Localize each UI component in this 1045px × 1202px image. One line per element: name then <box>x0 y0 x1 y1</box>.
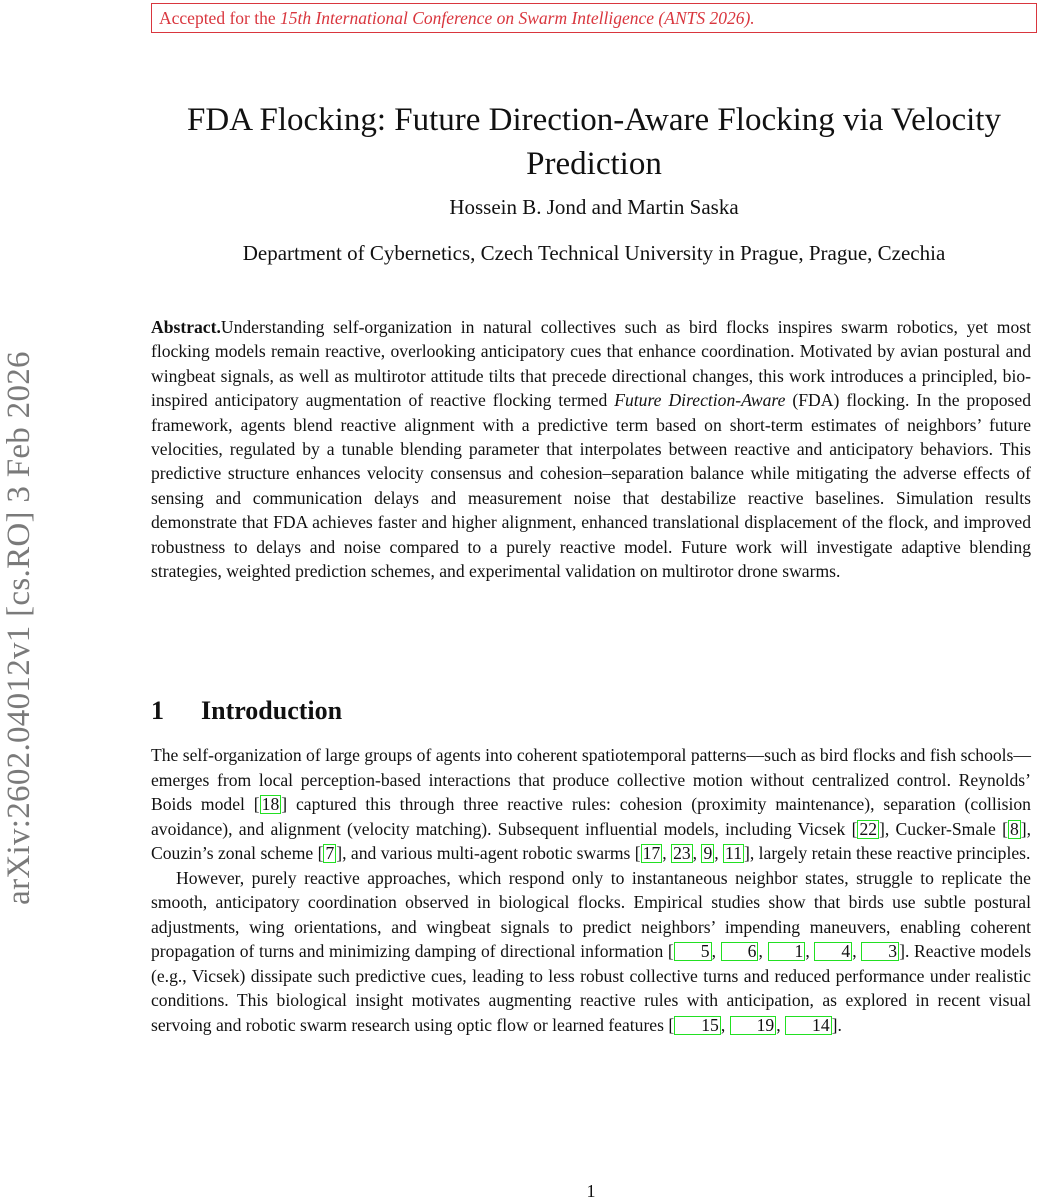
citation-link[interactable]: 18 <box>261 794 280 814</box>
citation-link[interactable]: 8 <box>1009 818 1019 839</box>
arxiv-stamp: arXiv:2602.04012v1 [cs.RO] 3 Feb 2026 <box>1 351 37 905</box>
affiliation: Department of Cybernetics, Czech Technical University in Prague, Prague, Czechia <box>242 241 946 265</box>
text: ]. Reactive models (e.g., Vicsek) dissipate such predictive cues, leading to less robust collective turns and reduced performance under realistic conditions. This biological insight motivates augmenting reactive rules with anticipation, as explored in recent visual servoing and robotic swarm research using optic flow or learned features [ <box>151 941 1032 1035</box>
citation-link[interactable]: 5 <box>674 942 712 961</box>
notice-venue: 15th International Conference on Swarm Intelligence (ANTS 2026). <box>279 8 755 28</box>
citation-link[interactable]: 14 <box>785 1016 832 1035</box>
paragraph: However, purely reactive approaches, which respond only to instantaneous neighbor states, struggle to replicate the smooth, anticipatory coordination observed in biological flocks. Empirical studies show that birds use subtle postural adjustments, wing orientations, and wingbeat signals to predict neighbors’ impending maneuvers, enabling coherent propagation of turns and minimizing damping of directional information [ 5 , 6 , 1 , 4 , 3 ]. Reactive models (e.g., Vicsek) dissipate such predictive cues, leading to less robust collective turns and reduced performance under realistic conditions. This biological insight motivates augmenting reactive rules with anticipation, as explored in recent visual servoing and robotic swarm research using optic flow or learned features [ 15 , 19 , 14 ]. <box>151 867 1032 1035</box>
citation-link[interactable]: 3 <box>861 942 899 961</box>
abstract-emphasis: Future Direction-Aware <box>614 390 786 411</box>
authors: Hossein B. Jond and Martin Saska <box>449 195 739 219</box>
text: ]. <box>831 1014 842 1035</box>
abstract <box>151 315 1031 583</box>
text: ], Cucker-Smale [ <box>879 818 1008 839</box>
section-number: 1 <box>151 696 164 725</box>
citation-link[interactable]: 15 <box>674 1016 721 1035</box>
text: ], and various multi-agent robotic swarms [ <box>336 843 641 863</box>
citation-link[interactable]: 7 <box>325 843 335 863</box>
paper-title: FDA Flocking: Future Direction-Aware Flocking via Velocity Prediction <box>187 102 1001 182</box>
text: ], Couzin’s zonal scheme [ <box>151 818 1031 863</box>
notice-prefix: Accepted for the <box>159 8 280 28</box>
citation-link[interactable]: 17 <box>642 843 661 863</box>
citation-link[interactable]: 1 <box>768 942 806 961</box>
citation-link[interactable]: 6 <box>721 942 759 961</box>
citation-link[interactable]: 19 <box>730 1016 777 1035</box>
page-number: 1 <box>586 1181 596 1201</box>
citation-link[interactable]: 11 <box>725 843 742 863</box>
text: The self-organization of large groups of agents into coherent spatiotemporal patterns—such as bird flocks and fish schools—emerges from local perception-based interactions that produce collective motion without centralized control. Reynolds’ Boids model [ <box>151 745 1031 814</box>
citation-link[interactable]: 4 <box>814 942 852 961</box>
citation-link[interactable]: 22 <box>859 818 878 839</box>
citation-link[interactable]: 9 <box>703 843 713 863</box>
abstract-text: (FDA) flocking. In the proposed framework, agents blend reactive alignment with a predictive term based on short-term estimates of neighbors’ future velocities, regulated by a tunable blending parameter that interpolates between reactive and anticipatory behaviors. This predictive structure enhances velocity consensus and cohesion–separation balance while mitigating the adverse effects of sensing and communication delays and measurement noise that destabilize reactive baselines. Simulation results demonstrate that FDA achieves faster and higher alignment, enhanced translational displacement of the flock, and improved robustness to delays and noise compared to a purely reactive model. Future work will investigate adaptive blending strategies, weighted prediction schemes, and experimental validation on multirotor drone swarms. <box>151 390 1031 582</box>
abstract-label: Abstract. <box>151 317 221 337</box>
paragraph: The self-organization of large groups of agents into coherent spatiotemporal patterns—such as bird flocks and fish schools—emerges from local perception-based interactions that produce collective motion without centralized control. Reynolds’ Boids model [ 18 ] captured this through three reactive rules: cohesion (proximity maintenance), separation (collision avoidance), and alignment (velocity matching). Subsequent influential models, including Vicsek [ 22 ], Cucker-Smale [ 8 ], Couzin’s zonal scheme [ 7 ], and various multi-agent robotic swarms [ 17 , 23 , 9 , 11 ], largely retain these reactive principles. <box>151 745 1031 863</box>
section-title: Introduction <box>201 696 343 725</box>
section-body <box>151 743 1031 1037</box>
text: ], largely retain these reactive principles. <box>744 843 1031 863</box>
acceptance-notice <box>151 3 1037 33</box>
text: However, purely reactive approaches, which respond only to instantaneous neighbor states, struggle to replicate the smooth, anticipatory coordination observed in biological flocks. Empirical studies show that birds use subtle postural adjustments, wing orientations, and wingbeat signals to predict neighbors’ impending maneuvers, enabling coherent propagation of turns and minimizing damping of directional information [ <box>151 867 1031 961</box>
text: ] captured this through three reactive rules: cohesion (proximity maintenance), separation (collision avoidance), and alignment (velocity matching). Subsequent influential models, including Vicsek [ <box>151 794 1031 839</box>
abstract-text: Understanding self-organization in natural collectives such as bird flocks inspires swarm robotics, yet most flocking models remain reactive, overlooking anticipatory cues that enhance coordination. Motivated by avian postural and wingbeat signals, as well as multirotor attitude tilts that precede directional changes, this work introduces a principled, bio-inspired anticipatory augmentation of reactive flocking termed <box>151 317 1031 411</box>
section-heading <box>151 693 1031 729</box>
citation-link[interactable]: 23 <box>673 843 691 863</box>
